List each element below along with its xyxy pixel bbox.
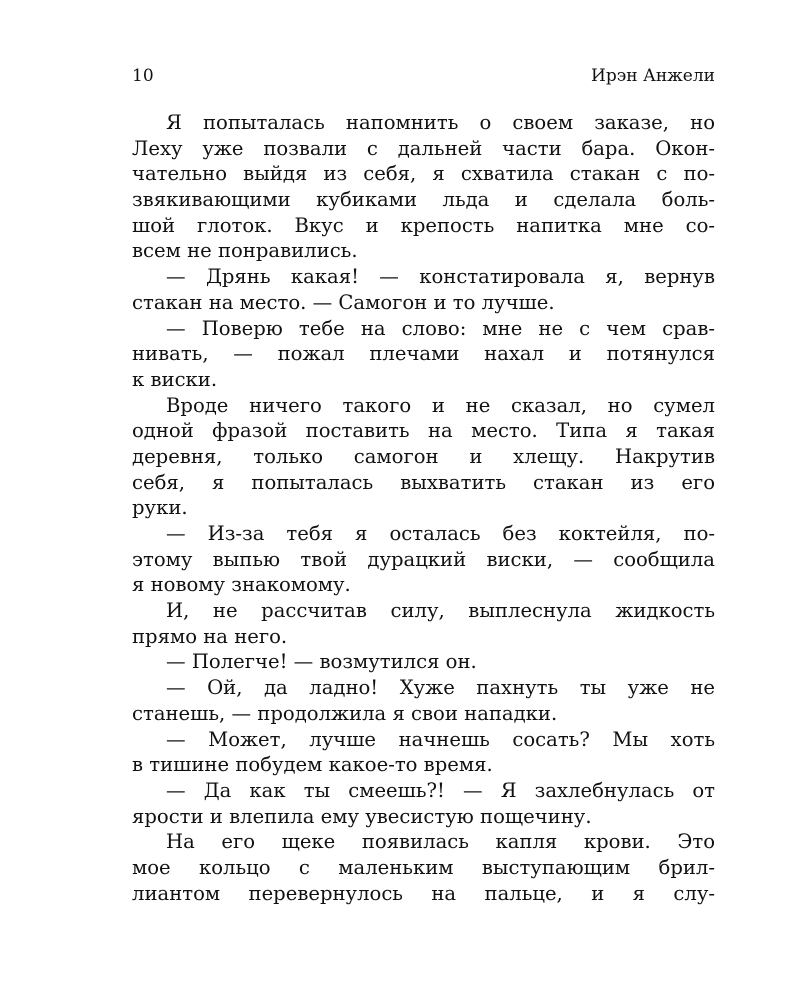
page-header [132,66,715,90]
text-line: — Дрянь какая! — констатировала я, вернув [166,265,715,289]
text-line: стакан на место. — Самогон и то лучше. [132,290,555,314]
text-line: в тишине побудем какое-то время. [132,753,493,777]
text-line: всем не понравились. [132,239,358,263]
text-line: шой глоток. Вкус и крепость напитка мне со- [132,213,715,237]
page-number: 10 [132,66,154,86]
text-line: Леху уже позвали с дальней части бара. Окон- [132,136,715,160]
text-line: И, не рассчитав силу, выплеснула жидкость [166,599,715,623]
text-line: этому выпью твой дурацкий виски, — сообщила [132,547,715,571]
text-line: станешь, — продолжила я свои нападки. [132,701,558,725]
text-line: я новому знакомому. [132,573,351,597]
text-line: чательно выйдя из себя, я схватила стакан с по- [132,162,715,186]
text-line: — Ой, да ладно! Хуже пахнуть ты уже не [166,676,715,700]
text-line: Я попыталась напомнить о своем заказе, но [166,111,715,134]
text-line: ярости и влепила ему увесистую пощечину. [132,804,592,828]
text-line: руки. [132,496,188,520]
text-line: деревня, только самогон и хлещу. Накрутив [132,444,715,468]
text-line: — Может, лучше начнешь сосать? Мы хоть [166,727,715,751]
text-line: лиантом перевернулось на пальце, и я слу- [132,881,715,905]
text-line: — Да как ты смеешь?! — Я захлебнулась от [166,778,715,802]
text-line: — Поверю тебе на слово: мне не с чем срав- [166,316,715,340]
text-line: себя, я попыталась выхватить стакан из его [132,470,715,494]
body-text [132,110,715,906]
running-title: Ирэн Анжели [591,66,715,86]
text-line: одной фразой поставить на место. Типа я такая [132,419,715,443]
text-line: — Из-за тебя я осталась без коктейля, по- [166,522,715,545]
text-line: к виски. [132,367,218,391]
text-line: На его щеке появилась капля крови. Это [166,830,715,854]
text-line: — Полегче! — возмутился он. [166,650,477,674]
text-line: звякивающими кубиками льда и сделала боль- [132,188,715,212]
text-line: прямо на него. [132,624,288,648]
text-line: нивать, — пожал плечами нахал и потянулся [132,342,715,366]
text-line: мое кольцо с маленьким выступающим брил- [132,855,715,879]
text-line: Вроде ничего такого и не сказал, но сумел [166,393,715,417]
